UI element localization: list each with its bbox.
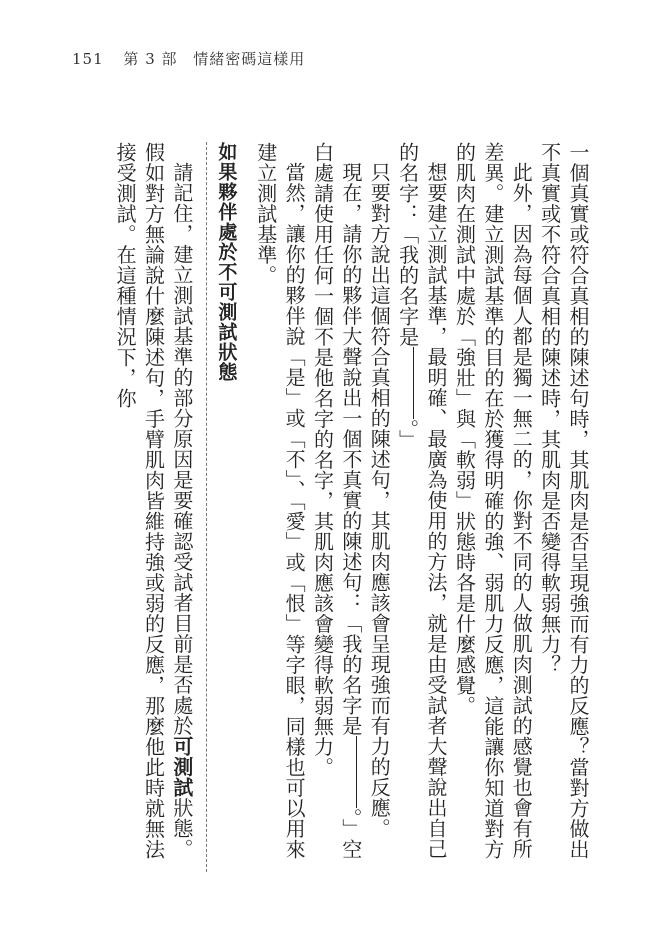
paragraph-3-before: 想要建立測試基準，最明確、最廣為使用的方法，就是由受試者大聲說出自己的名字：「我的名字是: [395, 142, 449, 859]
page-number: 151: [72, 50, 104, 68]
paragraph-6: 當然，讓你的夥伴說「是」或「不」、「愛」或「恨」等字眼，同樣也可以用來建立測試基準。: [253, 142, 307, 860]
paragraph-7-bold: 可測試: [169, 736, 194, 798]
vertical-text-body: [72, 142, 592, 872]
paragraph-7: [111, 142, 196, 872]
section-heading: 如果夥伴處於不可測試狀態: [206, 142, 241, 872]
page-header: [72, 48, 319, 69]
paragraph-1: 一個真實或符合真相的陳述句時，其肌肉是否呈現強而有力的反應？當對方做出不真實或不符合真相的陳述時，其肌肉是否變得軟弱無力？: [537, 142, 590, 860]
paragraph-4: 只要對方說出這個符合真相的陳述句，其肌肉應該會呈現強而有力的反應。: [367, 162, 392, 839]
part-label: 第 3 部: [123, 50, 178, 68]
paragraph-7-after: 狀態。假如對方無論說什麼陳述句，手臂肌肉皆維持強或弱的反應，那麼他此時就無法接受測試。在這種情況下，你: [113, 142, 194, 860]
paragraph-2: 此外，因為每個人都是獨一無二的，你對不同的人做肌肉測試的感覺也會有所差異。建立測試基準的目的在於獲得明確的強、弱肌力反應，這能讓你知道對方的肌肉在測試中處於「強壯」與「軟弱」狀態時各是什麼感覺。: [452, 142, 534, 860]
fill-blank-line: [356, 736, 357, 808]
fill-blank-line: [413, 347, 414, 419]
paragraph-5-after: 。」空白處請使用任何一個不是他名字的名字，其肌肉應該會變得軟弱無力。: [310, 142, 363, 860]
paragraph-5-before: 現在，請你的夥伴大聲說出一個不真實的陳述句：「我的名字是: [338, 162, 363, 736]
paragraph-7-before: 請記住，建立測試基準的部分原因是要確認受試者目前是否處於: [169, 162, 194, 736]
paragraph-3: [393, 142, 450, 872]
chapter-title: 情緒密碼這樣用: [193, 50, 306, 68]
paragraph-3-after: 。」: [395, 419, 420, 450]
paragraph-5: [308, 142, 365, 872]
